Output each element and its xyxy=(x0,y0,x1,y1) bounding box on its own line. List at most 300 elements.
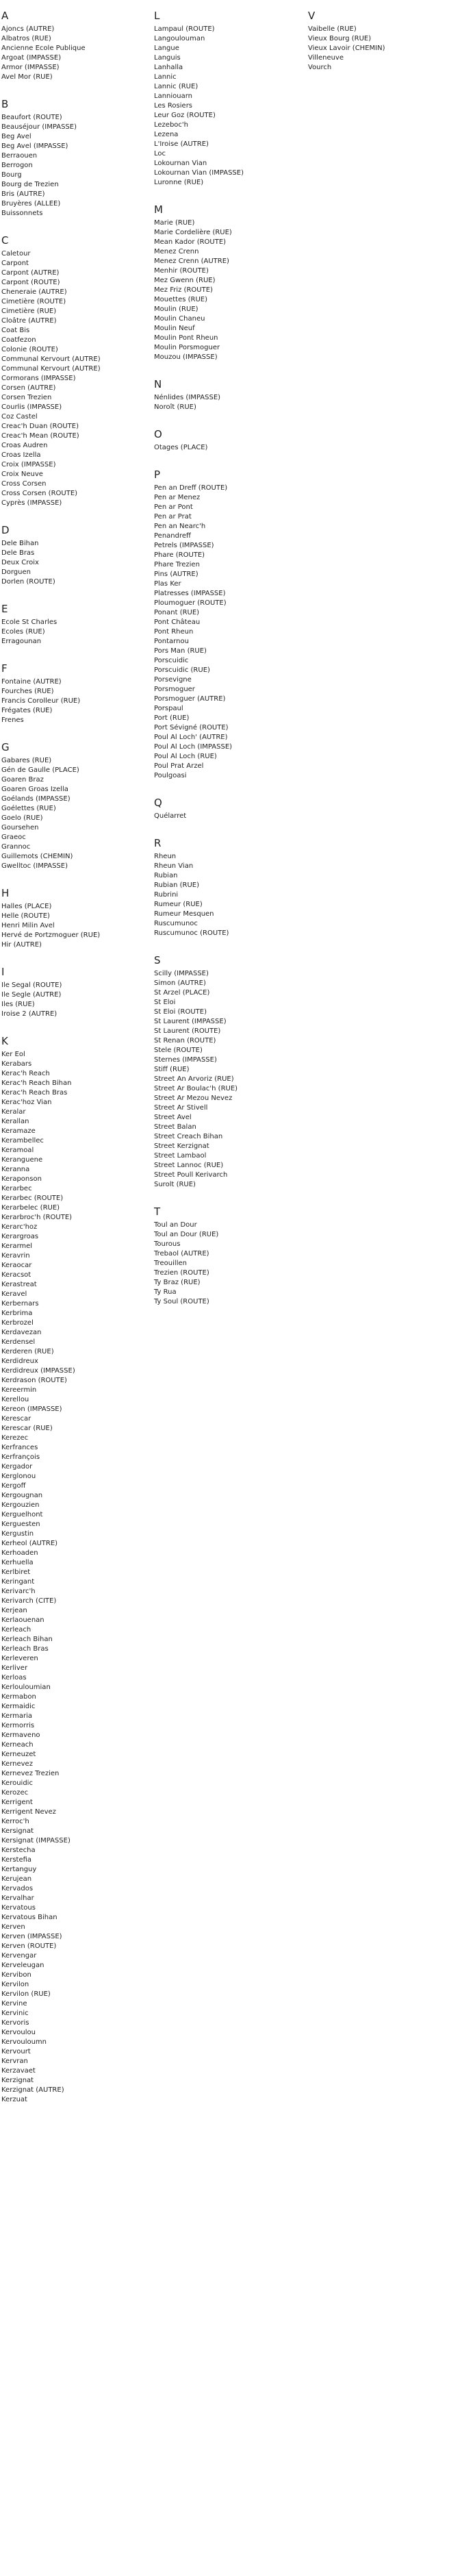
street-name: Menez Crenn (AUTRE) xyxy=(154,258,229,265)
street-name: Kerveleugan xyxy=(1,1962,44,1969)
street-name: Pont Château xyxy=(154,618,201,626)
letter-heading: S xyxy=(154,954,161,966)
street-name: Ponant (RUE) xyxy=(154,609,200,616)
street-name: Kerac'h Reach xyxy=(1,1070,50,1077)
street-name: Trebaol (AUTRE) xyxy=(154,1250,209,1258)
street-name: Goaren Braz xyxy=(1,776,44,784)
street-name: Kervatous Bihan xyxy=(1,1914,57,1921)
street-name: Cloâtre (AUTRE) xyxy=(1,317,57,325)
letter-group-f xyxy=(1,662,131,725)
street-name: Argoat (IMPASSE) xyxy=(1,54,62,62)
street-name: Coz Castel xyxy=(1,413,38,421)
street-name: Erragounan xyxy=(1,638,42,645)
street-name: Kerac'h Reach Bras xyxy=(1,1089,68,1097)
street-name: Kernevez xyxy=(1,1760,33,1768)
street-name: Kerjean xyxy=(1,1607,27,1614)
street-name: Moulin (RUE) xyxy=(154,305,198,313)
street-name: Croas Izella xyxy=(1,451,41,459)
street-name: Helle (ROUTE) xyxy=(1,912,50,920)
street-name: Ecole St Charles xyxy=(1,618,57,626)
street-name: Menhir (ROUTE) xyxy=(154,267,209,275)
street-name: Keraocar xyxy=(1,1262,32,1269)
street-name: Croix Neuve xyxy=(1,471,43,478)
street-name: Poul Al Loch (IMPASSE) xyxy=(154,743,233,751)
street-name: Quélarret xyxy=(154,812,187,820)
street-name: Kervados xyxy=(1,1885,34,1892)
street-name: Marie (RUE) xyxy=(154,219,195,227)
street-name: Rubrini xyxy=(154,891,179,899)
street-name: Kervinic xyxy=(1,2010,29,2017)
street-name: Street Lambaol xyxy=(154,1152,207,1160)
street-name: Porsmoguer (AUTRE) xyxy=(154,695,226,703)
street-name: Rheun xyxy=(154,853,177,860)
street-name: Tourous xyxy=(154,1240,181,1248)
street-name: Moulin Chaneu xyxy=(154,315,205,323)
street-name: Street Lannoc (RUE) xyxy=(154,1162,224,1169)
street-name: Kerstecha xyxy=(1,1847,36,1854)
street-name: Kerguelhont xyxy=(1,1511,43,1518)
street-name: Keringant xyxy=(1,1578,35,1586)
street-name: Kerac'h Reach Bihan xyxy=(1,1079,72,1087)
street-name: L'Iroise (AUTRE) xyxy=(154,140,209,148)
street-name: Luronne (RUE) xyxy=(154,179,204,186)
street-name: Pontarnou xyxy=(154,638,189,645)
street-name: Keraponson xyxy=(1,1175,42,1183)
street-name: Kerdensel xyxy=(1,1338,36,1346)
street-name: Berrogon xyxy=(1,162,33,169)
street-name: Vieux Lavoir (CHEMIN) xyxy=(308,45,385,52)
street-name: Ruscumunoc (ROUTE) xyxy=(154,929,229,937)
street-name: Port Sévigné (ROUTE) xyxy=(154,724,229,731)
street-name: Courlis (IMPASSE) xyxy=(1,403,62,411)
street-name: Croas Audren xyxy=(1,442,48,449)
street-name: Cimetière (ROUTE) xyxy=(1,298,66,305)
street-name: St Eloi xyxy=(154,999,176,1006)
street-name: St Laurent (IMPASSE) xyxy=(154,1018,227,1025)
street-name: Ty Braz (RUE) xyxy=(154,1279,201,1286)
street-name: Moulin Neuf xyxy=(154,325,195,332)
street-name: Cormorans (IMPASSE) xyxy=(1,375,76,382)
street-name: Ty Soul (ROUTE) xyxy=(154,1298,209,1305)
street-name: Kerarmel xyxy=(1,1242,33,1250)
street-name: Kerarbelec (RUE) xyxy=(1,1204,60,1212)
street-name: Kerleach xyxy=(1,1626,31,1634)
street-name: Pen an Dreff (ROUTE) xyxy=(154,484,228,492)
street-name: Ancienne Ecole Publique xyxy=(1,45,86,52)
street-name: Menez Crenn xyxy=(154,248,199,255)
street-name: Mez Gwenn (RUE) xyxy=(154,277,216,284)
street-name: Corsen Trezien xyxy=(1,394,52,401)
letter-group-d xyxy=(1,524,131,587)
street-name: Kerouidic xyxy=(1,1779,33,1787)
street-name: Mouettes (RUE) xyxy=(154,296,208,303)
street-name: Hir (AUTRE) xyxy=(1,941,42,949)
street-name: Street Ar Boulac'h (RUE) xyxy=(154,1085,238,1092)
street-name: Goaren Groas Izella xyxy=(1,786,68,793)
letter-heading: N xyxy=(154,378,162,390)
street-name: Kerabars xyxy=(1,1060,32,1068)
letter-heading: H xyxy=(1,887,10,899)
street-name: Lezena xyxy=(154,131,179,138)
street-name: Nénlides (IMPASSE) xyxy=(154,394,221,401)
street-name: Ajoncs (AUTRE) xyxy=(1,25,55,33)
street-name: Kervourt xyxy=(1,2048,31,2055)
street-name: St Eloi (ROUTE) xyxy=(154,1008,207,1016)
street-name: Communal Kervourt (AUTRE) xyxy=(1,355,101,363)
street-name: Langoulouman xyxy=(154,35,205,42)
street-name: Kerderen (RUE) xyxy=(1,1348,54,1355)
street-name: Cyprès (IMPASSE) xyxy=(1,499,62,507)
letter-group-o xyxy=(154,428,284,453)
street-name: Kerdrason (ROUTE) xyxy=(1,1377,67,1384)
letter-heading: D xyxy=(1,524,10,536)
street-name: Kervatous xyxy=(1,1904,36,1912)
letter-group-h xyxy=(1,887,131,950)
street-name: Kermaidic xyxy=(1,1703,36,1710)
street-name: Poul Al Loch (RUE) xyxy=(154,753,217,760)
street-name: Dele Bihan xyxy=(1,540,39,547)
street-name: Lokournan Vian (IMPASSE) xyxy=(154,169,244,177)
street-name: Pins (AUTRE) xyxy=(154,571,198,578)
letter-heading: Q xyxy=(154,797,162,809)
street-name: Keralar xyxy=(1,1108,26,1116)
street-name: Halles (PLACE) xyxy=(1,903,52,910)
street-name: Kerven xyxy=(1,1923,25,1931)
street-name: Bruyères (ALLEE) xyxy=(1,200,61,208)
street-name: Bris (AUTRE) xyxy=(1,190,45,198)
street-name: Albatros (RUE) xyxy=(1,35,51,42)
street-name: Les Rosiers xyxy=(154,102,193,110)
street-name: Noroît (RUE) xyxy=(154,403,196,411)
letter-heading: P xyxy=(154,468,161,481)
street-name: Kernevez Trezien xyxy=(1,1770,60,1777)
letter-heading: G xyxy=(1,741,10,753)
letter-heading: O xyxy=(154,428,162,440)
street-name: Porscuidic xyxy=(154,657,189,664)
letter-group-m xyxy=(154,203,284,362)
street-name: Kerescar xyxy=(1,1415,31,1423)
street-name: Keramoal xyxy=(1,1147,34,1154)
street-name: Bourg xyxy=(1,171,22,179)
street-name: Rumeur (RUE) xyxy=(154,901,203,908)
letter-group-t xyxy=(154,1205,284,1307)
street-name: Frenes xyxy=(1,716,24,724)
street-name: Poul Prat Arzel xyxy=(154,762,204,770)
street-name: Keranguene xyxy=(1,1156,43,1164)
street-name: Street Creach Bihan xyxy=(154,1133,223,1140)
street-name: Port (RUE) xyxy=(154,714,190,722)
street-name: Kerozec xyxy=(1,1789,29,1797)
street-name: Keramaze xyxy=(1,1127,36,1135)
street-name: Porsmoguer xyxy=(154,686,195,693)
street-name: Armor (IMPASSE) xyxy=(1,64,60,71)
street-name: Dorlen (ROUTE) xyxy=(1,578,55,586)
street-name: Dele Bras xyxy=(1,549,35,557)
street-name: Rumeur Mesquen xyxy=(154,910,214,918)
street-name: Kerujean xyxy=(1,1875,32,1883)
street-name: Poulgoasi xyxy=(154,772,187,779)
street-name: Rubian xyxy=(154,872,178,879)
letter-group-c xyxy=(1,234,131,508)
street-name: Kervran xyxy=(1,2058,28,2065)
street-name: Coatfezon xyxy=(1,336,36,344)
street-name: Kergougnan xyxy=(1,1492,43,1499)
street-name: Kerlbiret xyxy=(1,1568,31,1576)
street-name: Pen an Nearc'h xyxy=(154,523,206,530)
street-name: Henri Milin Avel xyxy=(1,922,55,929)
street-name: Iles (RUE) xyxy=(1,1001,35,1008)
street-name: Francis Corolleur (RUE) xyxy=(1,697,81,705)
street-name: Simon (AUTRE) xyxy=(154,979,206,987)
street-name: Beg Avel (IMPASSE) xyxy=(1,142,68,150)
street-name: Kerarbec xyxy=(1,1185,32,1192)
street-name: Goélettes (RUE) xyxy=(1,805,56,812)
street-name: Kerfrances xyxy=(1,1444,38,1451)
street-name: Caletour xyxy=(1,250,31,258)
street-name: Kervoulou xyxy=(1,2029,36,2036)
street-name: Pen ar Pont xyxy=(154,503,193,511)
street-name: Communal Kervourt (AUTRE) xyxy=(1,365,101,373)
street-name: Kermaria xyxy=(1,1712,33,1720)
street-name: Keranna xyxy=(1,1166,30,1173)
street-name: Treouillen xyxy=(154,1260,187,1267)
street-name: Kerstefia xyxy=(1,1856,32,1864)
letter-group-b xyxy=(1,98,131,218)
letter-heading: L xyxy=(154,10,160,22)
street-name: Villeneuve xyxy=(308,54,344,62)
street-name: Kerrigent Nevez xyxy=(1,1808,56,1816)
street-name: Mez Friz (ROUTE) xyxy=(154,286,213,294)
street-name: Ploumoguer (ROUTE) xyxy=(154,599,227,607)
street-name: Kerbrima xyxy=(1,1310,33,1317)
street-name: Moulin Pont Rheun xyxy=(154,334,218,342)
street-name: Kerallan xyxy=(1,1118,29,1125)
street-name: Kermorris xyxy=(1,1722,35,1729)
street-name: Kerhoaden xyxy=(1,1549,38,1557)
street-name: Iroise 2 (AUTRE) xyxy=(1,1010,57,1018)
street-name: Kerbernars xyxy=(1,1300,39,1308)
street-name: Kerzuat xyxy=(1,2096,27,2103)
street-name: Kergustin xyxy=(1,1530,34,1538)
street-name: Kermabon xyxy=(1,1693,36,1701)
street-name: Street Balan xyxy=(154,1123,196,1131)
street-name: Kerzignat xyxy=(1,2077,34,2084)
street-name: Fourches (RUE) xyxy=(1,688,54,695)
street-name: Carpont (ROUTE) xyxy=(1,279,60,286)
street-name: Street Poull Kerivarch xyxy=(154,1171,228,1179)
street-name: Fontaine (AUTRE) xyxy=(1,678,62,686)
street-name: Berraouen xyxy=(1,152,38,160)
street-name: Kertanguy xyxy=(1,1866,37,1873)
street-name: Street Ar Stivell xyxy=(154,1104,208,1112)
street-name: Leur Goz (ROUTE) xyxy=(154,112,216,119)
letter-group-l xyxy=(154,10,284,188)
letter-heading: M xyxy=(154,203,163,216)
street-name: Street Kerzignat xyxy=(154,1142,209,1150)
street-name: Beaufort (ROUTE) xyxy=(1,114,62,121)
street-name: Kerzavaet xyxy=(1,2067,36,2075)
street-name: Kerlouloumian xyxy=(1,1684,51,1691)
street-name: Kerneach xyxy=(1,1741,34,1749)
street-name: Kerroc'h xyxy=(1,1818,29,1825)
letter-heading: E xyxy=(1,603,8,615)
street-name: Kerlaouenan xyxy=(1,1616,44,1624)
street-name: Sternes (IMPASSE) xyxy=(154,1056,217,1064)
street-name: St Renan (ROUTE) xyxy=(154,1037,216,1045)
street-name: Trezien (ROUTE) xyxy=(154,1269,209,1277)
column-3 xyxy=(308,10,438,88)
street-name: Kerezec xyxy=(1,1434,29,1442)
street-name: Cross Corsen (ROUTE) xyxy=(1,490,78,497)
street-name: Rheun Vian xyxy=(154,862,194,870)
street-name: Cimetière (RUE) xyxy=(1,308,57,315)
street-name: Dorguen xyxy=(1,568,31,576)
street-name: Lanniouarn xyxy=(154,92,193,100)
street-name: St Laurent (ROUTE) xyxy=(154,1027,221,1035)
street-name: Street Ar Mezou Nevez xyxy=(154,1095,233,1102)
street-name: Languis xyxy=(154,54,181,62)
street-name: Kerliver xyxy=(1,1664,28,1672)
street-name: Deux Croix xyxy=(1,559,39,566)
street-name: Kerzignat (AUTRE) xyxy=(1,2086,64,2094)
street-name: Kerdidreux (IMPASSE) xyxy=(1,1367,75,1375)
street-name: Plas Ker xyxy=(154,580,181,588)
street-name: Kergador xyxy=(1,1463,33,1471)
street-name: Creac'h Mean (ROUTE) xyxy=(1,432,79,440)
street-name: Vieux Bourg (RUE) xyxy=(308,35,372,42)
street-name: Surolt (RUE) xyxy=(154,1181,196,1188)
letter-group-n xyxy=(154,378,284,412)
street-name: Ecoles (RUE) xyxy=(1,628,45,636)
street-name: Kerleach Bihan xyxy=(1,1636,53,1643)
street-name: Moulin Porsmoguer xyxy=(154,344,220,351)
street-name: Lannic (RUE) xyxy=(154,83,198,90)
street-name: Porsevigne xyxy=(154,676,192,684)
street-name: Kervalhar xyxy=(1,1895,34,1902)
street-name: Colonie (ROUTE) xyxy=(1,346,58,353)
letter-group-s xyxy=(154,954,284,1190)
street-name: Guillemots (CHEMIN) xyxy=(1,853,73,860)
street-name: Creac'h Duan (ROUTE) xyxy=(1,423,79,430)
street-name: Ile Segle (AUTRE) xyxy=(1,991,62,999)
street-name: Kervouloumn xyxy=(1,2038,47,2046)
street-name: Pors Man (RUE) xyxy=(154,647,207,655)
letter-group-v xyxy=(308,10,438,73)
letter-group-q xyxy=(154,797,284,821)
street-name: Croix (IMPASSE) xyxy=(1,461,56,468)
street-name: Poul Al Loch' (AUTRE) xyxy=(154,734,228,741)
street-name: Vourch xyxy=(308,64,332,71)
street-name: Kervengar xyxy=(1,1952,37,1960)
street-name: Pont Rheun xyxy=(154,628,194,636)
street-name: Cross Corsen xyxy=(1,480,47,488)
letter-group-e xyxy=(1,603,131,647)
letter-group-i xyxy=(1,966,131,1019)
street-name: Kerfrançois xyxy=(1,1453,40,1461)
letter-group-g xyxy=(1,741,131,871)
street-name: Gwelltoc (IMPASSE) xyxy=(1,862,68,870)
street-name: Kerarbec (ROUTE) xyxy=(1,1195,64,1202)
street-name: Kerglonou xyxy=(1,1473,36,1480)
street-name: Kerarc'hoz xyxy=(1,1223,38,1231)
street-name: Street An Arvoriz (RUE) xyxy=(154,1075,234,1083)
street-name: Mouzou (IMPASSE) xyxy=(154,353,218,361)
street-name: Penandreff xyxy=(154,532,191,540)
street-name: Hervé de Portzmoguer (RUE) xyxy=(1,931,101,939)
street-name: Lezeboc'h xyxy=(154,121,188,129)
street-name: Kergoff xyxy=(1,1482,26,1490)
street-name: Porspaul xyxy=(154,705,183,712)
street-name: Stiff (RUE) xyxy=(154,1066,190,1073)
letter-heading: C xyxy=(1,234,9,247)
street-name: Otages (PLACE) xyxy=(154,444,208,451)
street-name: Langue xyxy=(154,45,179,52)
street-name: Carpont xyxy=(1,260,29,267)
street-name: Kerbrozel xyxy=(1,1319,34,1327)
street-name: Stele (ROUTE) xyxy=(154,1047,203,1054)
street-name: Platresses (IMPASSE) xyxy=(154,590,226,597)
street-name: Pen ar Menez xyxy=(154,494,201,501)
street-name: Vaibelle (RUE) xyxy=(308,25,357,33)
street-name: Kergouzien xyxy=(1,1501,40,1509)
street-name: Bourg de Trezien xyxy=(1,181,59,188)
street-name: Corsen (AUTRE) xyxy=(1,384,56,392)
street-name: Street Avel xyxy=(154,1114,192,1121)
street-name: Buissonnets xyxy=(1,210,43,217)
street-name: Kerleach Bras xyxy=(1,1645,49,1653)
street-name: Porscuidic (RUE) xyxy=(154,666,210,674)
street-name: Kerescar (RUE) xyxy=(1,1425,53,1432)
street-name: Kerivarc'h xyxy=(1,1588,36,1595)
street-name: Lanhalla xyxy=(154,64,183,71)
street-name: Ty Rua xyxy=(154,1288,177,1296)
street-name: Cheneraie (AUTRE) xyxy=(1,288,67,296)
street-name: Kerven (ROUTE) xyxy=(1,1942,57,1950)
street-name: Kervibon xyxy=(1,1971,31,1979)
street-name: Goursehen xyxy=(1,824,39,831)
street-name: Kerhuella xyxy=(1,1559,34,1566)
letter-heading: B xyxy=(1,98,9,110)
street-name: Marie Cordelière (RUE) xyxy=(154,229,232,236)
letter-heading: V xyxy=(308,10,316,22)
street-name: Carpont (AUTRE) xyxy=(1,269,60,277)
street-name: Kerdidreux xyxy=(1,1358,38,1365)
street-name: Rubian (RUE) xyxy=(154,881,199,889)
letter-group-p xyxy=(154,468,284,781)
street-name: Grannoc xyxy=(1,843,31,851)
street-name: Gabares (RUE) xyxy=(1,757,52,764)
street-name: Kerivarch (CITE) xyxy=(1,1597,57,1605)
street-name: Goelo (RUE) xyxy=(1,814,43,822)
street-name: Kervilon xyxy=(1,1981,29,1988)
street-name: Frégates (RUE) xyxy=(1,707,53,714)
street-name: Kerargroas xyxy=(1,1233,39,1240)
street-name: Kerac'hoz Vian xyxy=(1,1099,52,1106)
street-name: Scilly (IMPASSE) xyxy=(154,970,209,977)
street-name: Keravel xyxy=(1,1290,27,1298)
street-name: Keracsot xyxy=(1,1271,31,1279)
street-name: Keravrin xyxy=(1,1252,30,1260)
street-name: Phare (ROUTE) xyxy=(154,551,205,559)
street-name: Goélands (IMPASSE) xyxy=(1,795,70,803)
letter-group-r xyxy=(154,837,284,938)
street-name: Kerdavezan xyxy=(1,1329,42,1336)
street-name: Pen ar Prat xyxy=(154,513,192,521)
street-name: Lampaul (ROUTE) xyxy=(154,25,215,33)
street-name: Toul an Dour xyxy=(154,1221,197,1229)
letter-heading: I xyxy=(1,966,5,978)
street-name: Kerastreat xyxy=(1,1281,37,1288)
